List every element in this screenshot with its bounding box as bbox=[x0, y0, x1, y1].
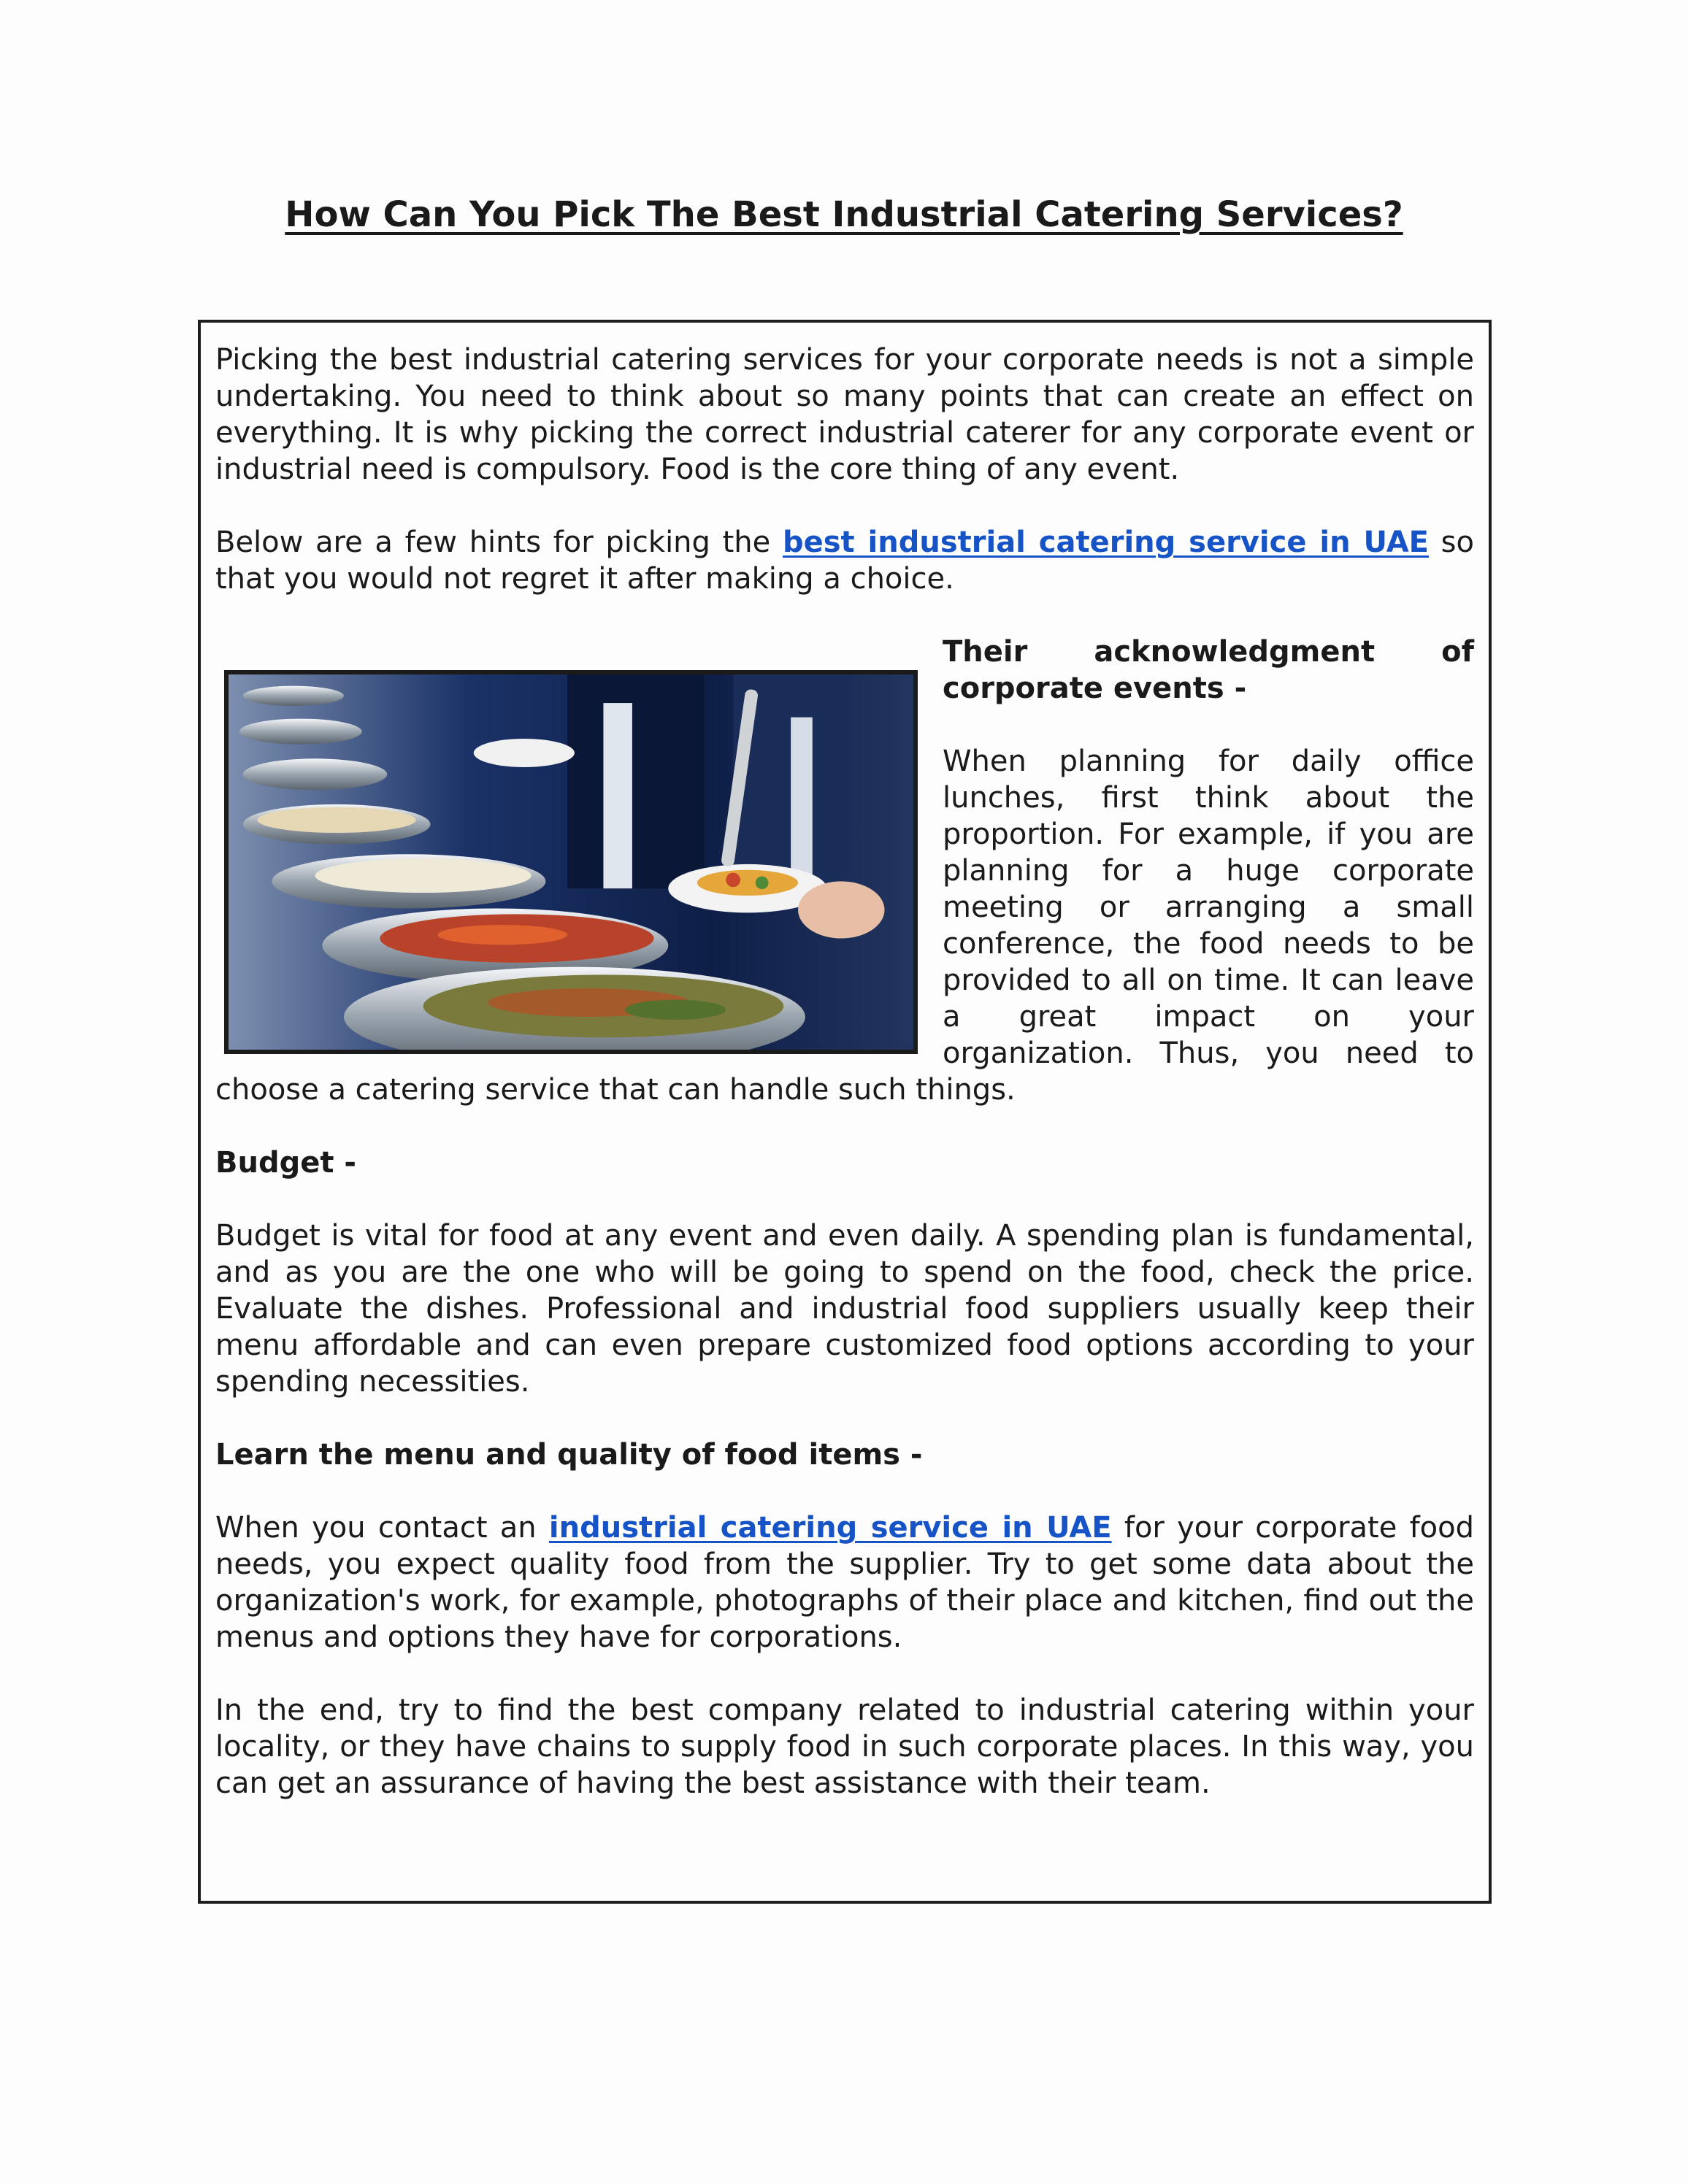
page-title: How Can You Pick The Best Industrial Catering Services? bbox=[285, 194, 1403, 235]
hints-paragraph bbox=[215, 524, 1474, 597]
article-box bbox=[198, 320, 1492, 1904]
section-body-corporate-events: When planning for daily office lunches, first think about the proportion. For example, if you are planning for a huge corporate meeting or arranging a small conference, the food needs to be provided to all on time. It can leave a great impact on your organization. Thus, you need to choose a catering service that can handle such things. bbox=[215, 745, 1474, 1107]
catering-buffet-photo bbox=[224, 670, 918, 1054]
section-heading-menu-quality: Learn the menu and quality of food items - bbox=[215, 1438, 923, 1472]
menu-text-before: When you contact an bbox=[215, 1511, 549, 1545]
intro-paragraph: Picking the best industrial catering services for your corporate needs is not a simple undertaking. You need to think about so many points that can create an effect on everything. It is why picking the correct industrial caterer for any corporate event or industrial need is compulsory. Food is the core thing of any event. bbox=[215, 343, 1474, 486]
hints-text-before: Below are a few hints for picking the bbox=[215, 526, 783, 559]
section-body-menu-quality bbox=[215, 1510, 1474, 1656]
section-body-budget: Budget is vital for food at any event and even daily. A spending plan is fundamental, and as you are the one who will be going to spend on the food, check the price. Evaluate the dishes. Professional and industrial food suppliers usually keep their menu affordable and can even prepare customized food options according to your spending necessities. bbox=[215, 1219, 1474, 1399]
best-catering-link[interactable]: best industrial catering service in UAE bbox=[782, 526, 1429, 559]
section-heading-corporate-events: Their acknowledgment of corporate events - bbox=[943, 635, 1474, 705]
hints-text-after: so that you would not regret it after making a choice. bbox=[215, 526, 1474, 596]
section-heading-budget: Budget - bbox=[215, 1146, 357, 1180]
closing-paragraph: In the end, try to find the best company related to industrial catering within your locality, or they have chains to supply food in such corporate places. In this way, you can get an assurance of having the best assistance with their team. bbox=[215, 1693, 1474, 1800]
industrial-catering-link[interactable]: industrial catering service in UAE bbox=[548, 1511, 1112, 1545]
menu-text-after: for your corporate food needs, you expect quality food from the supplier. Try to get some data about the organization's work, for example, photographs of their place and kitchen, find out the menus and options they have for corporations. bbox=[215, 1511, 1474, 1654]
